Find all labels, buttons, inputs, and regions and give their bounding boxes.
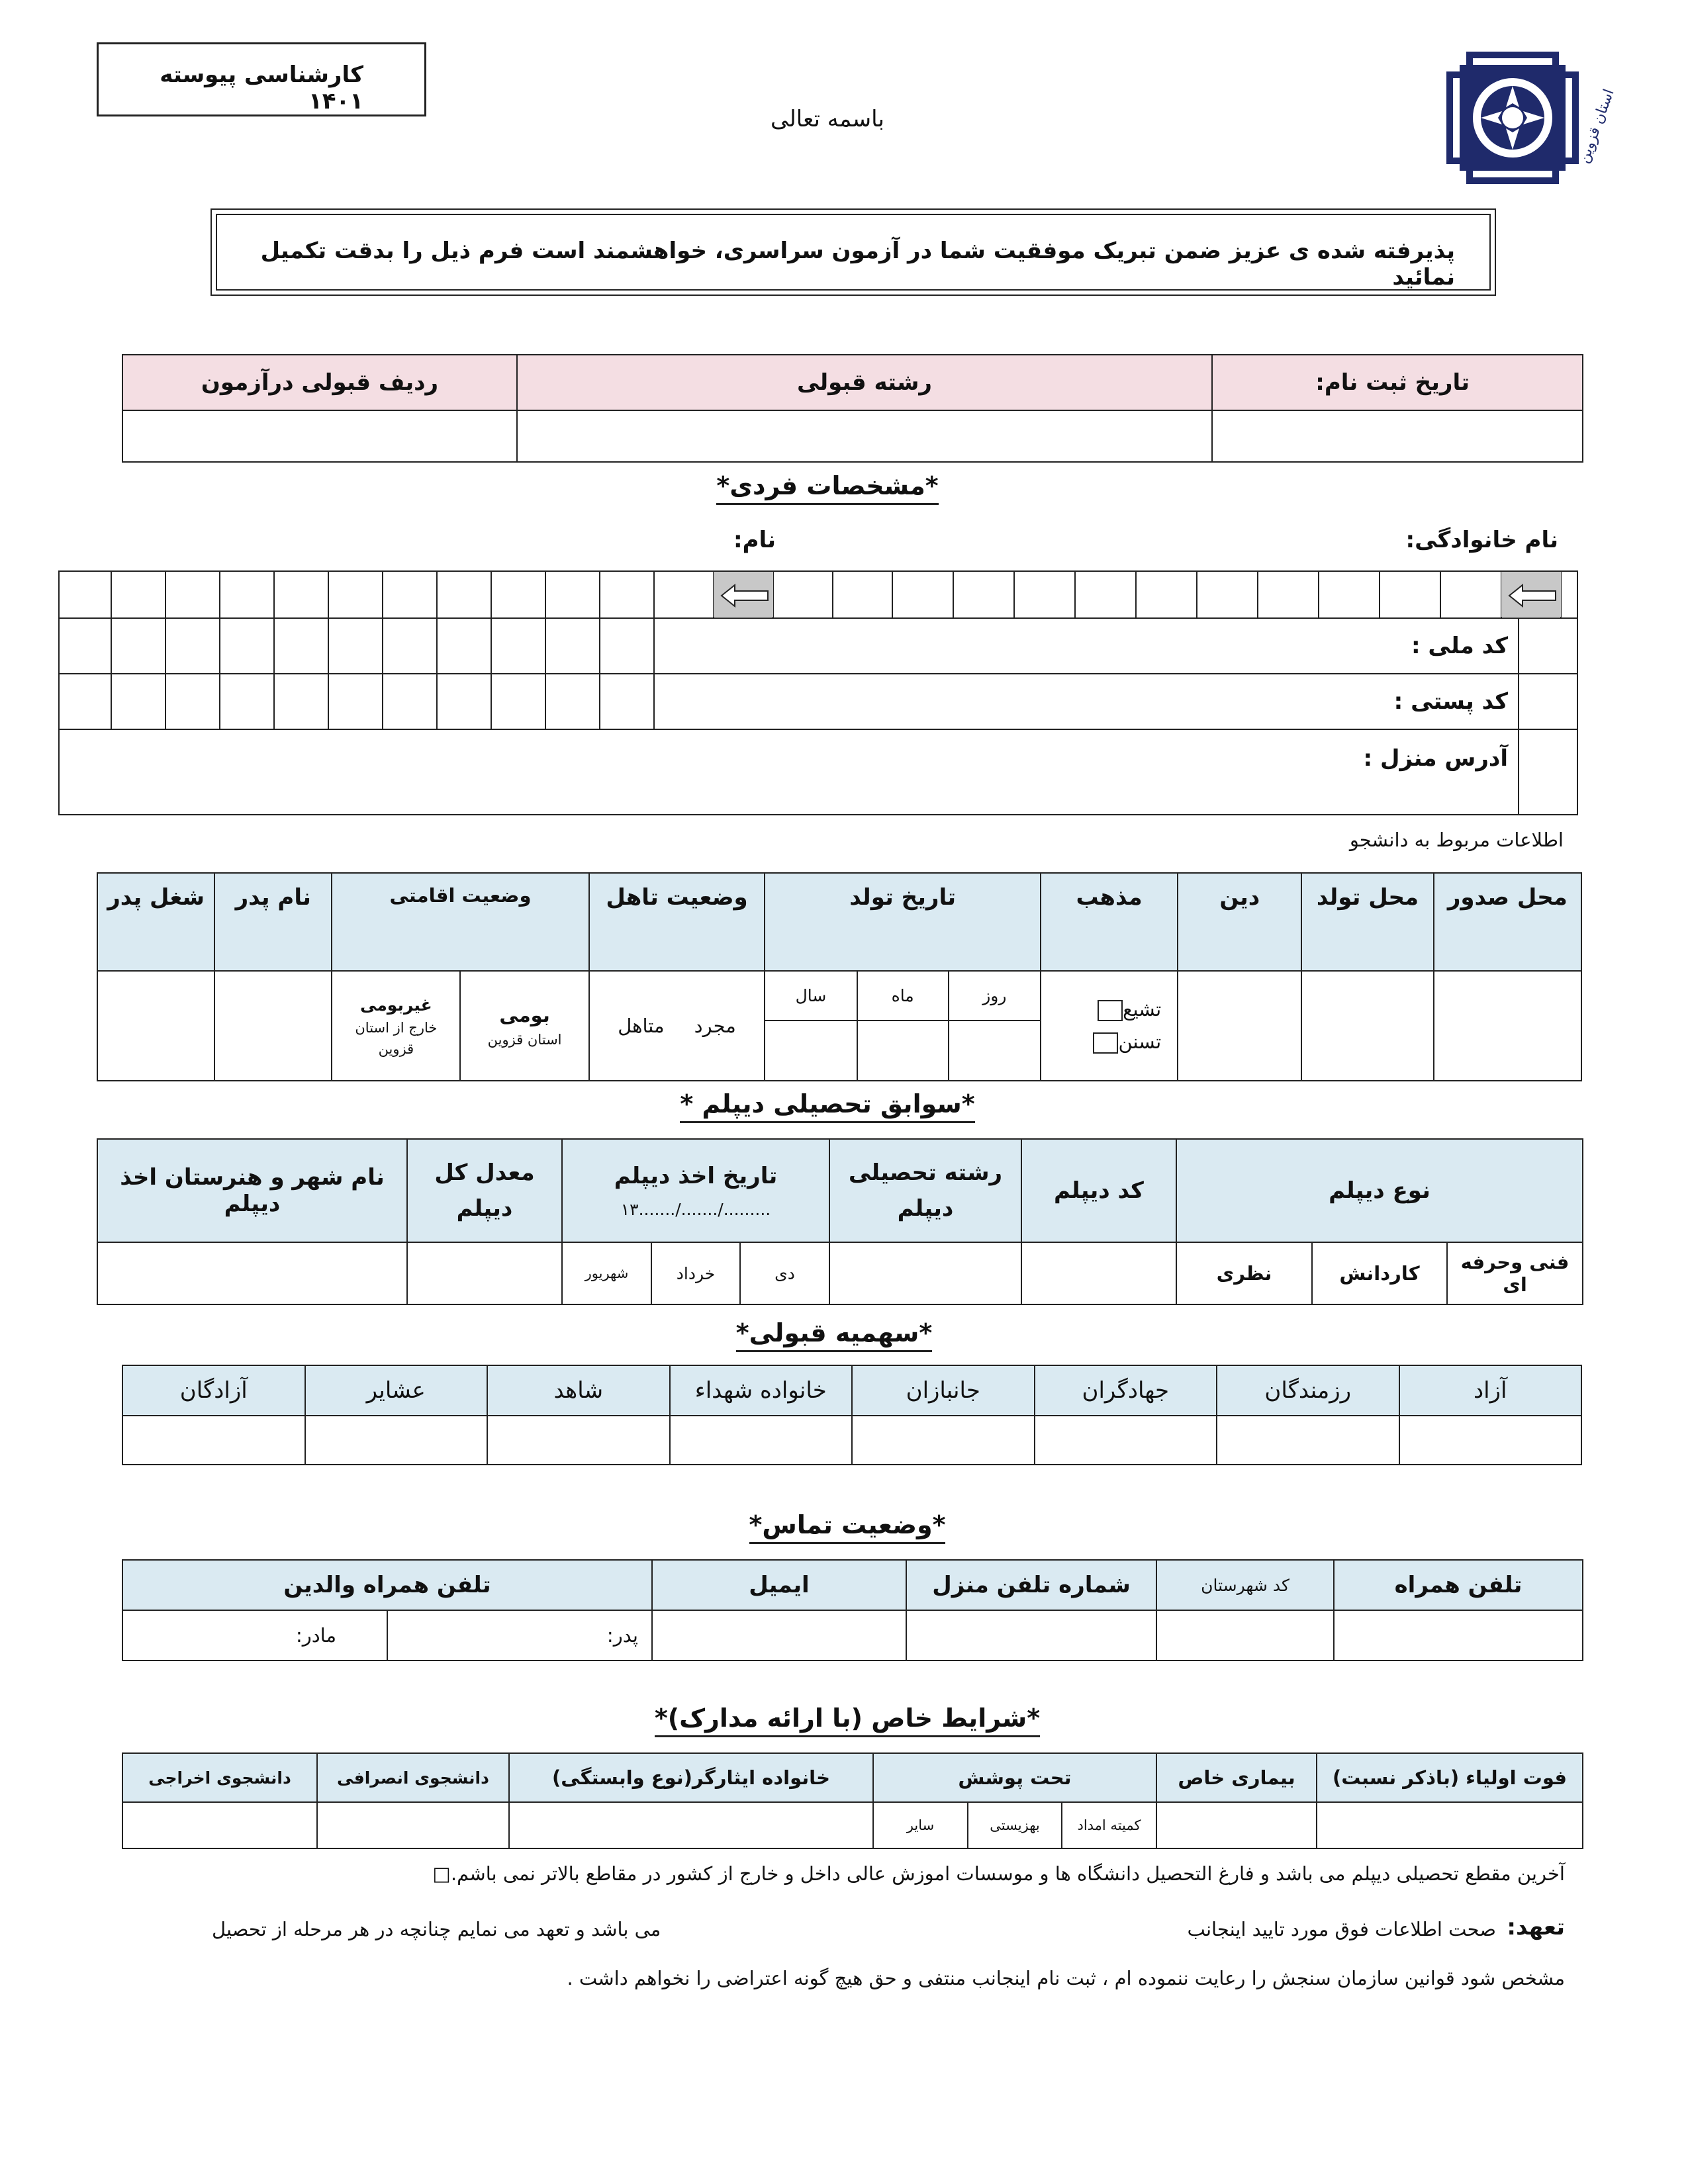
religion-header: دین bbox=[1178, 873, 1301, 971]
father-name-header: نام پدر bbox=[214, 873, 332, 971]
special-table bbox=[122, 1752, 1583, 1849]
birth-place-header: محل تولد bbox=[1301, 873, 1433, 971]
sect-option-shia: تشیع bbox=[1123, 998, 1162, 1021]
shia-checkbox[interactable] bbox=[1098, 1000, 1123, 1021]
banner-box bbox=[211, 208, 1496, 296]
mobile-input[interactable] bbox=[1334, 1610, 1583, 1661]
father-phone-input[interactable]: پدر: bbox=[387, 1610, 652, 1661]
student-table bbox=[97, 872, 1582, 1081]
year-label: سال bbox=[765, 972, 857, 1021]
quota-freedmen: آزادگان bbox=[122, 1365, 305, 1416]
postal-code-label: کد پستی : bbox=[1393, 688, 1508, 715]
birth-date-cells bbox=[765, 971, 1041, 1081]
footer-line-3: مشخص شود قوانین سازمان سنجش را رعایت ننموده ام ، ثبت نام اینجانب منتفی و حق هیچ گونه اعتراضی را نخواهم داشت . bbox=[567, 1967, 1565, 1989]
contact-table bbox=[122, 1559, 1583, 1661]
program-box bbox=[97, 42, 426, 116]
quota-nomads: عشایر bbox=[305, 1365, 488, 1416]
home-phone-header: شماره تلفن منزل bbox=[906, 1560, 1156, 1610]
special-illness-header: بیماری خاص bbox=[1156, 1753, 1317, 1802]
veteran-family-input[interactable] bbox=[509, 1802, 873, 1848]
quota-input[interactable] bbox=[487, 1416, 670, 1465]
svg-text:استان قزوین: استان قزوین bbox=[1575, 87, 1618, 166]
sect-options bbox=[1041, 971, 1178, 1081]
religion-input[interactable] bbox=[1178, 971, 1301, 1081]
special-section-title: *شرایط خاص (با ارائه مدارک)* bbox=[635, 1704, 1059, 1733]
issue-place-input[interactable] bbox=[1434, 971, 1581, 1081]
marital-status-header: وضعیت تاهل bbox=[589, 873, 765, 971]
registration-date-input[interactable] bbox=[1212, 410, 1583, 462]
diploma-school-input[interactable] bbox=[97, 1242, 407, 1304]
quota-input[interactable] bbox=[670, 1416, 853, 1465]
diploma-date-header: تاریخ اخذ دیپلم ۱۳......./......./......... bbox=[562, 1139, 829, 1242]
quota-free: آزاد bbox=[1399, 1365, 1582, 1416]
email-input[interactable] bbox=[652, 1610, 906, 1661]
quota-jihad: جهادگران bbox=[1035, 1365, 1217, 1416]
surname-arrow-icon bbox=[1508, 582, 1558, 612]
native-option[interactable]: بومی استان قزوین bbox=[460, 972, 588, 1080]
quota-input[interactable] bbox=[122, 1416, 305, 1465]
month-shahrivar[interactable]: شهریور bbox=[585, 1265, 629, 1281]
surname-label: نام خانوادگی: bbox=[1405, 527, 1558, 553]
residency-options bbox=[332, 971, 588, 1081]
veteran-family-header: خانواده ایثارگر(نوع وابستگی) bbox=[509, 1753, 873, 1802]
registration-date-header: تاریخ ثبت نام: bbox=[1212, 355, 1583, 410]
diploma-type-header: نوع دیپلم bbox=[1176, 1139, 1583, 1242]
footer-line-2b: می باشد و تعهد می نمایم چنانچه در هر مرحله از تحصیل bbox=[212, 1918, 661, 1940]
year-input[interactable] bbox=[765, 1021, 857, 1080]
day-input[interactable] bbox=[949, 1021, 1040, 1080]
marital-married[interactable]: متاهل bbox=[618, 1015, 665, 1037]
quota-input[interactable] bbox=[1399, 1416, 1582, 1465]
national-code-label: کد ملی : bbox=[1411, 633, 1508, 659]
coverage-other[interactable]: سایر bbox=[906, 1817, 935, 1833]
accepted-field-input[interactable] bbox=[517, 410, 1212, 462]
diploma-type-theoretical[interactable]: نظری bbox=[1216, 1262, 1272, 1285]
address-label: آدرس منزل : bbox=[1363, 745, 1508, 772]
banner-text: پذیرفته شده ی عزیز ضمن تبریک موفقیت شما در آزمون سراسری، خواهشمند است فرم ذیل را بدقت تکمیل نمائید bbox=[260, 238, 1455, 291]
mother-phone-input[interactable]: مادر: bbox=[122, 1610, 387, 1661]
basmala: باسمه تعالی bbox=[771, 106, 884, 132]
withdrawn-student-header: دانشجوی انصرافی bbox=[317, 1753, 509, 1802]
coverage-behzisti[interactable]: بهزیستی bbox=[968, 1803, 1062, 1848]
diploma-type-technical[interactable]: فنی وحرفه ای bbox=[1447, 1243, 1582, 1304]
parent-death-header: فوت اولیاء (باذکر نسبت) bbox=[1317, 1753, 1583, 1802]
personal-grid bbox=[58, 570, 1578, 815]
expelled-student-header: دانشجوی اخراجی bbox=[122, 1753, 317, 1802]
diploma-gpa-header: معدل کل دیپلم bbox=[407, 1139, 562, 1242]
issue-place-header: محل صدور bbox=[1434, 873, 1581, 971]
birth-date-header: تاریخ تولد bbox=[765, 873, 1041, 971]
email-header: ایمیل bbox=[652, 1560, 906, 1610]
special-illness-input[interactable] bbox=[1156, 1802, 1317, 1848]
program-label: کارشناسی پیوسته ۱۴۰۱ bbox=[160, 62, 363, 114]
area-code-input[interactable] bbox=[1156, 1610, 1334, 1661]
marital-options bbox=[589, 971, 765, 1081]
expelled-student-input[interactable] bbox=[122, 1802, 317, 1848]
name-arrow-icon bbox=[720, 582, 771, 612]
father-job-header: شغل پدر bbox=[97, 873, 214, 971]
month-label: ماه bbox=[857, 972, 949, 1021]
quota-combatants: رزمندگان bbox=[1217, 1365, 1399, 1416]
quota-table bbox=[122, 1365, 1582, 1465]
personal-section-title: *مشخصات فردی* bbox=[695, 471, 960, 500]
diploma-type-kardanesh[interactable]: کاردانش bbox=[1312, 1243, 1447, 1304]
home-phone-input[interactable] bbox=[906, 1610, 1156, 1661]
footer-line-2a: صحت اطلاعات فوق مورد تایید اینجانب bbox=[1187, 1918, 1496, 1940]
quota-martyrs-family: خانواده شهداء bbox=[670, 1365, 853, 1416]
birth-place-input[interactable] bbox=[1301, 971, 1433, 1081]
diploma-section-title: *سوابق تحصیلی دیپلم * bbox=[662, 1089, 993, 1118]
coverage-emdad[interactable]: کمیته امداد bbox=[1062, 1803, 1156, 1848]
month-dey[interactable]: دی bbox=[740, 1243, 829, 1304]
quota-veterans: جانبازان bbox=[852, 1365, 1035, 1416]
sect-option-sunni: تسنن bbox=[1118, 1030, 1162, 1053]
name-label: نام: bbox=[733, 527, 776, 553]
footer-line-1: آخرین مقطع تحصیلی دیپلم می باشد و فارغ التحصیل دانشگاه ها و موسسات اموزش عالی داخل و خارج از کشور در مقاطع بالاتر نمی باشم.□ bbox=[432, 1862, 1565, 1885]
coverage-header: تحت پوشش bbox=[873, 1753, 1156, 1802]
diploma-gpa-input[interactable] bbox=[407, 1242, 562, 1304]
diploma-code-header: کد دیپلم bbox=[1021, 1139, 1176, 1242]
father-name-input[interactable] bbox=[214, 971, 332, 1081]
marital-single[interactable]: مجرد bbox=[694, 1015, 736, 1037]
month-input[interactable] bbox=[857, 1021, 949, 1080]
diploma-table bbox=[97, 1138, 1583, 1305]
quota-shahed: شاهد bbox=[487, 1365, 670, 1416]
day-label: روز bbox=[949, 972, 1040, 1021]
diploma-code-input[interactable] bbox=[1021, 1242, 1176, 1304]
area-code-header: کد شهرستان bbox=[1156, 1560, 1334, 1610]
withdrawn-student-input[interactable] bbox=[317, 1802, 509, 1848]
sect-header: مذهب bbox=[1041, 873, 1178, 971]
quota-section-title: *سهمیه قبولی* bbox=[702, 1318, 966, 1347]
parents-mobile-header: تلفن همراه والدین bbox=[122, 1560, 652, 1610]
diploma-field-header: رشته تحصیلی دیپلم bbox=[829, 1139, 1021, 1242]
quota-input[interactable] bbox=[852, 1416, 1035, 1465]
registration-table bbox=[122, 354, 1583, 463]
exam-rank-header: ردیف قبولی درآزمون bbox=[122, 355, 517, 410]
father-job-input[interactable] bbox=[97, 971, 214, 1081]
parent-death-input[interactable] bbox=[1317, 1802, 1583, 1848]
coverage-options bbox=[873, 1802, 1156, 1848]
university-logo bbox=[1423, 25, 1618, 210]
sunni-checkbox[interactable] bbox=[1093, 1032, 1118, 1054]
month-khordad[interactable]: خرداد bbox=[651, 1243, 740, 1304]
accepted-field-header: رشته قبولی bbox=[517, 355, 1212, 410]
mobile-header: تلفن همراه bbox=[1334, 1560, 1583, 1610]
pledge-label: تعهد: bbox=[1507, 1914, 1565, 1940]
residency-status-header: وضعیت اقامتی bbox=[332, 873, 588, 971]
diploma-month-options bbox=[562, 1242, 829, 1304]
quota-input[interactable] bbox=[1217, 1416, 1399, 1465]
diploma-school-header: نام شهر و هنرستان اخذ دیپلم bbox=[97, 1139, 407, 1242]
diploma-field-input[interactable] bbox=[829, 1242, 1021, 1304]
quota-input[interactable] bbox=[305, 1416, 488, 1465]
exam-rank-input[interactable] bbox=[122, 410, 517, 462]
diploma-type-options bbox=[1176, 1242, 1583, 1304]
quota-input[interactable] bbox=[1035, 1416, 1217, 1465]
nonnative-option[interactable]: غیربومی خارج از استان قزوین bbox=[355, 995, 438, 1057]
student-info-label: اطلاعات مربوط به دانشجو bbox=[1349, 829, 1564, 851]
contact-section-title: *وضعیت تماس* bbox=[715, 1510, 980, 1539]
